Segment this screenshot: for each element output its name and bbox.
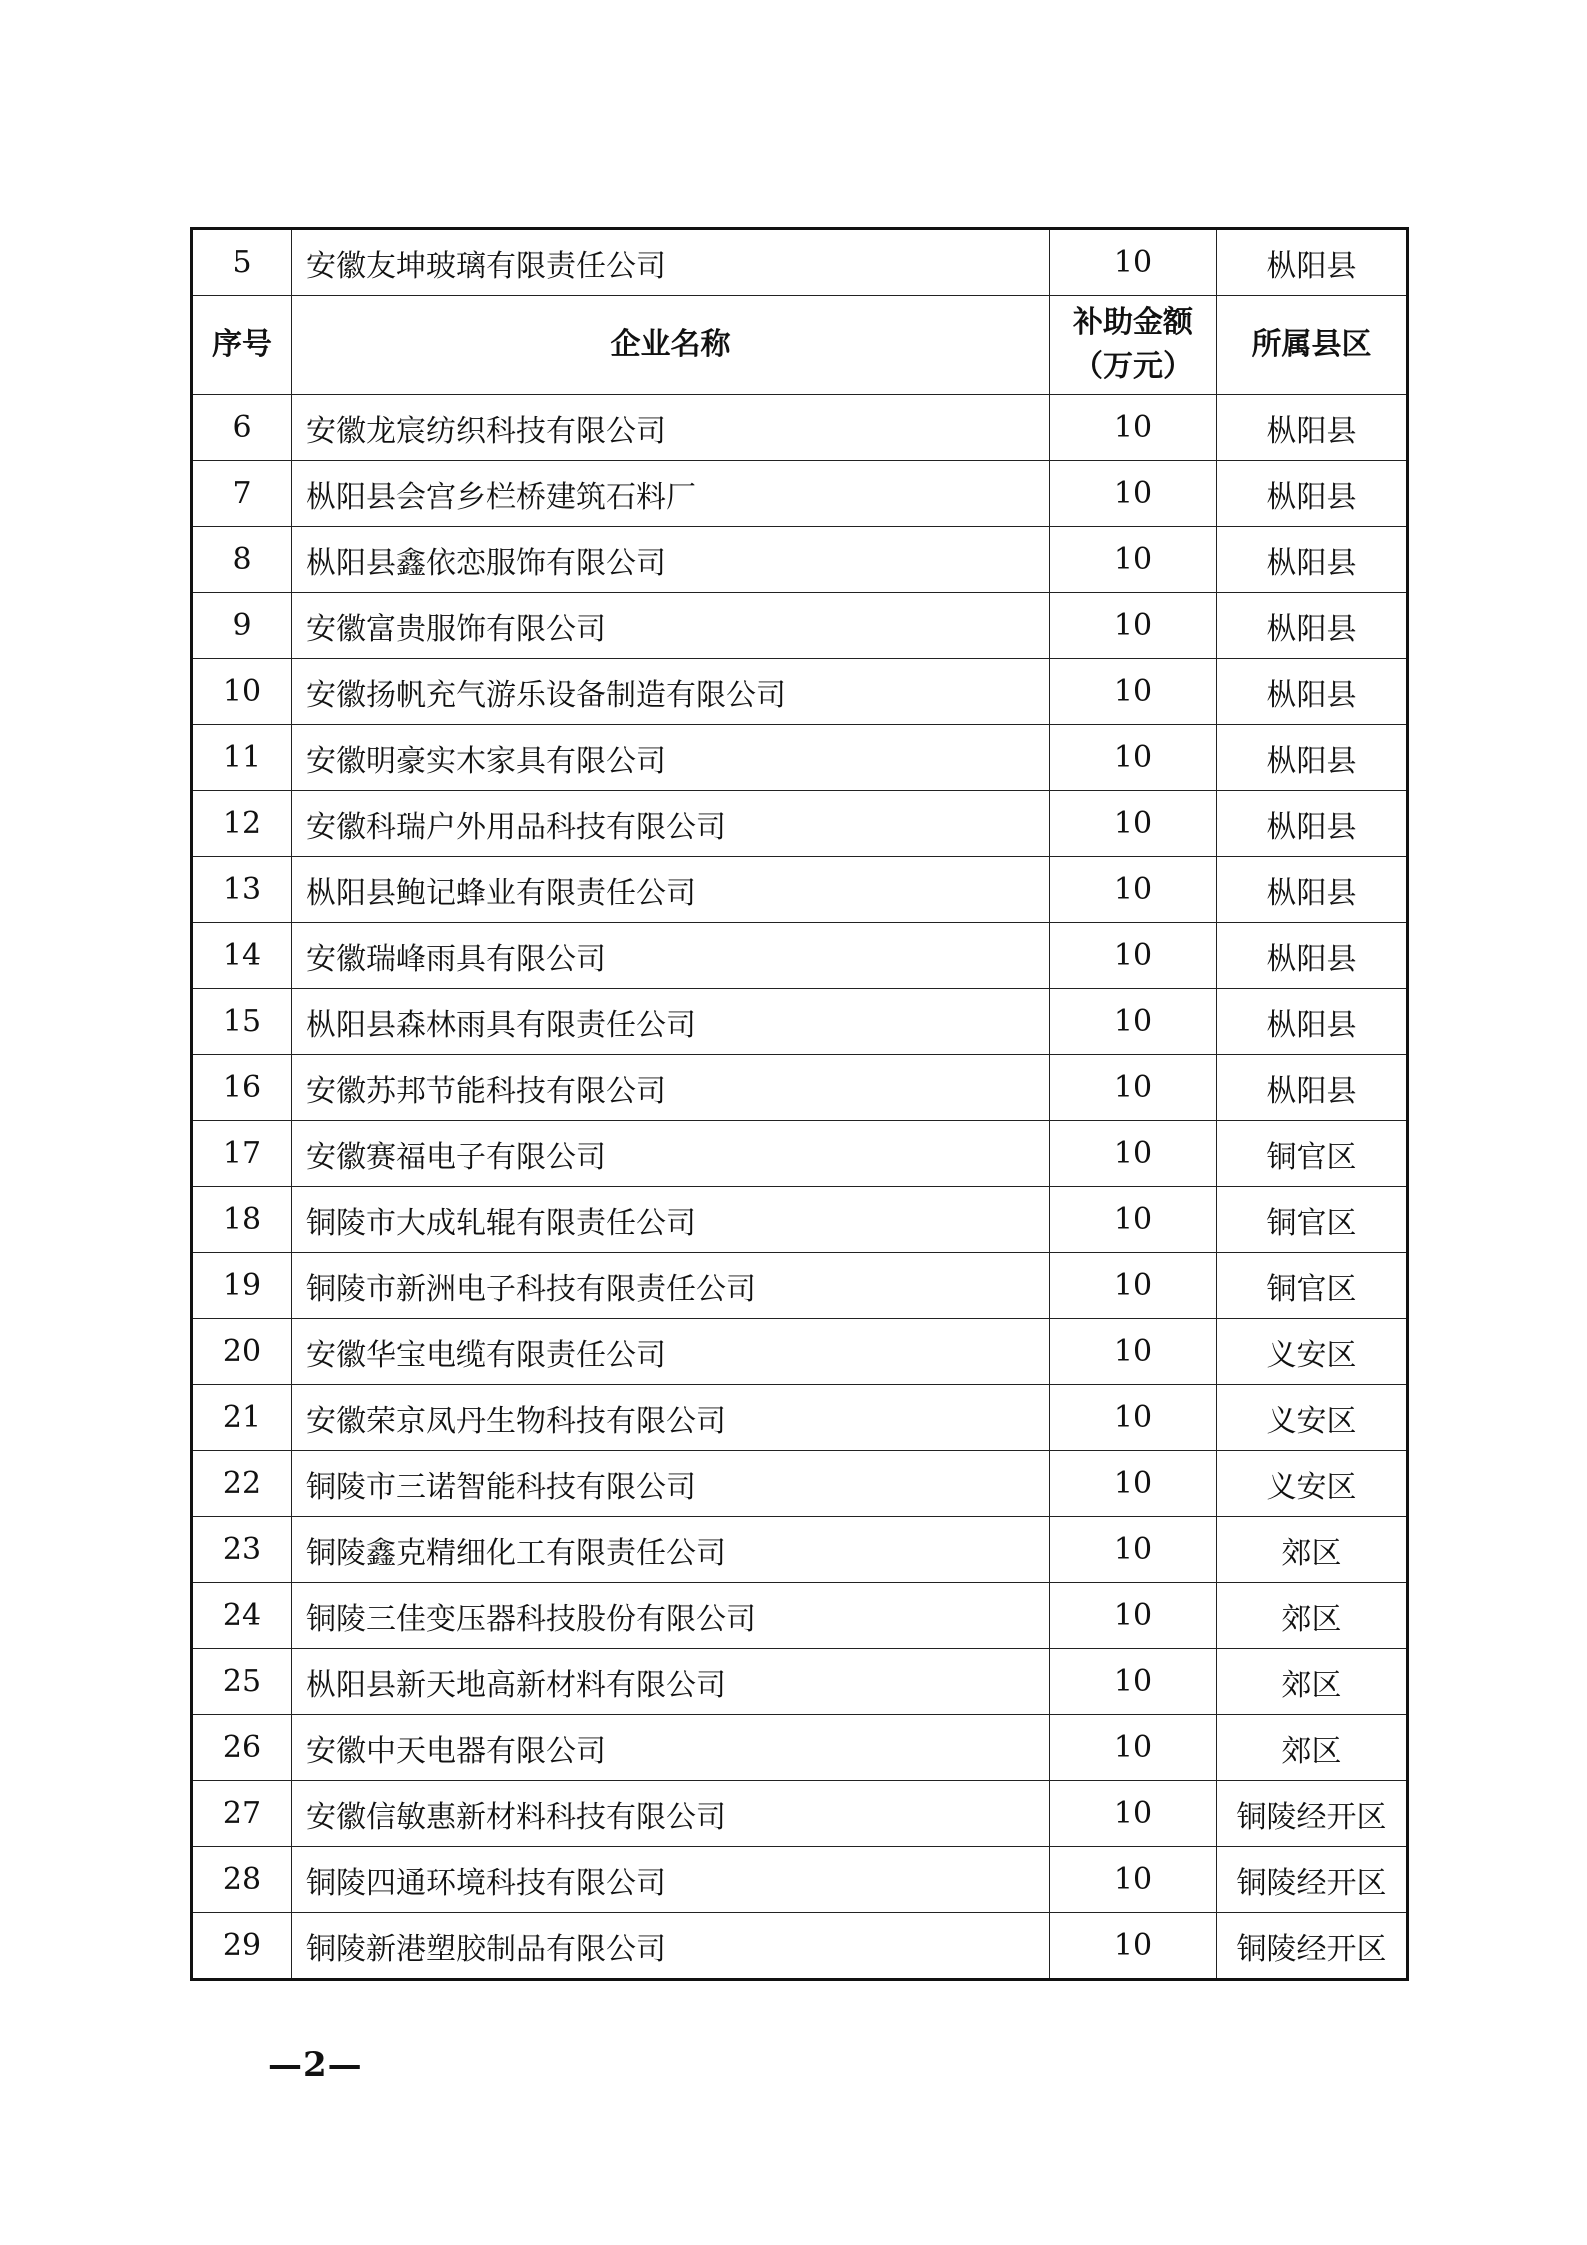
row-company: 安徽明豪实木家具有限公司 [292, 725, 1050, 791]
row-subsidy: 10 [1050, 1055, 1217, 1121]
row-index: 28 [192, 1847, 292, 1913]
table-row [192, 1649, 1408, 1715]
table-row [192, 659, 1408, 725]
table-row [192, 1319, 1408, 1385]
row-district: 铜官区 [1217, 1253, 1408, 1319]
row-district: 枞阳县 [1217, 1055, 1408, 1121]
row-company: 铜陵市大成轧辊有限责任公司 [292, 1187, 1050, 1253]
row-company: 枞阳县会宫乡栏桥建筑石料厂 [292, 461, 1050, 527]
row-company: 枞阳县鑫依恋服饰有限公司 [292, 527, 1050, 593]
row-subsidy: 10 [1050, 1385, 1217, 1451]
header-company: 企业名称 [292, 296, 1050, 395]
row-district: 义安区 [1217, 1319, 1408, 1385]
row-company: 铜陵新港塑胶制品有限公司 [292, 1913, 1050, 1980]
header-subsidy: 补助金额（万元） [1050, 296, 1217, 395]
row-company: 安徽华宝电缆有限责任公司 [292, 1319, 1050, 1385]
table-row [192, 1253, 1408, 1319]
row-company: 安徽龙宸纺织科技有限公司 [292, 395, 1050, 461]
row-company: 安徽荣京凤丹生物科技有限公司 [292, 1385, 1050, 1451]
table-row [192, 1055, 1408, 1121]
row-district: 铜陵经开区 [1217, 1781, 1408, 1847]
row-subsidy: 10 [1050, 659, 1217, 725]
row-index: 14 [192, 923, 292, 989]
row-company: 安徽苏邦节能科技有限公司 [292, 1055, 1050, 1121]
table-row [192, 527, 1408, 593]
subsidy-table [190, 227, 1409, 1981]
row-index: 16 [192, 1055, 292, 1121]
table-row [192, 923, 1408, 989]
row-subsidy: 10 [1050, 1913, 1217, 1980]
row-company: 铜陵三佳变压器科技股份有限公司 [292, 1583, 1050, 1649]
row-index: 5 [192, 229, 292, 296]
row-district: 枞阳县 [1217, 791, 1408, 857]
row-company: 安徽扬帆充气游乐设备制造有限公司 [292, 659, 1050, 725]
header-index: 序号 [192, 296, 292, 395]
table-body [192, 229, 1408, 1980]
row-subsidy: 10 [1050, 1517, 1217, 1583]
row-index: 22 [192, 1451, 292, 1517]
row-subsidy: 10 [1050, 791, 1217, 857]
row-index: 25 [192, 1649, 292, 1715]
row-index: 12 [192, 791, 292, 857]
row-subsidy: 10 [1050, 857, 1217, 923]
row-subsidy: 10 [1050, 1187, 1217, 1253]
row-district: 枞阳县 [1217, 395, 1408, 461]
row-subsidy: 10 [1050, 461, 1217, 527]
row-company: 安徽富贵服饰有限公司 [292, 593, 1050, 659]
table-row [192, 1187, 1408, 1253]
row-district: 郊区 [1217, 1583, 1408, 1649]
row-index: 6 [192, 395, 292, 461]
table-row [192, 857, 1408, 923]
row-subsidy: 10 [1050, 1847, 1217, 1913]
table-row [192, 725, 1408, 791]
row-subsidy: 10 [1050, 593, 1217, 659]
row-subsidy: 10 [1050, 1253, 1217, 1319]
row-index: 9 [192, 593, 292, 659]
row-subsidy: 10 [1050, 725, 1217, 791]
table-row [192, 989, 1408, 1055]
row-company: 铜陵市新洲电子科技有限责任公司 [292, 1253, 1050, 1319]
row-company: 枞阳县森林雨具有限责任公司 [292, 989, 1050, 1055]
row-district: 郊区 [1217, 1715, 1408, 1781]
row-company: 安徽中天电器有限公司 [292, 1715, 1050, 1781]
row-index: 10 [192, 659, 292, 725]
row-district: 枞阳县 [1217, 857, 1408, 923]
row-subsidy: 10 [1050, 1715, 1217, 1781]
row-subsidy: 10 [1050, 989, 1217, 1055]
row-company: 铜陵四通环境科技有限公司 [292, 1847, 1050, 1913]
row-index: 27 [192, 1781, 292, 1847]
row-index: 18 [192, 1187, 292, 1253]
table-row [192, 791, 1408, 857]
row-district: 枞阳县 [1217, 527, 1408, 593]
row-index: 17 [192, 1121, 292, 1187]
row-company: 安徽科瑞户外用品科技有限公司 [292, 791, 1050, 857]
table-row [192, 1517, 1408, 1583]
table-row [192, 1913, 1408, 1980]
row-subsidy: 10 [1050, 1121, 1217, 1187]
row-district: 枞阳县 [1217, 989, 1408, 1055]
table-header-row [192, 296, 1408, 395]
row-subsidy: 10 [1050, 1451, 1217, 1517]
row-district: 郊区 [1217, 1517, 1408, 1583]
table-row [192, 1847, 1408, 1913]
row-district: 郊区 [1217, 1649, 1408, 1715]
row-district: 铜官区 [1217, 1187, 1408, 1253]
row-index: 24 [192, 1583, 292, 1649]
row-company: 安徽赛福电子有限公司 [292, 1121, 1050, 1187]
row-index: 21 [192, 1385, 292, 1451]
row-district: 铜官区 [1217, 1121, 1408, 1187]
table-row [192, 1451, 1408, 1517]
table-row [192, 1715, 1408, 1781]
row-subsidy: 10 [1050, 923, 1217, 989]
row-company: 安徽瑞峰雨具有限公司 [292, 923, 1050, 989]
row-company: 安徽信敏惠新材料科技有限公司 [292, 1781, 1050, 1847]
row-subsidy: 10 [1050, 527, 1217, 593]
row-company: 安徽友坤玻璃有限责任公司 [292, 229, 1050, 296]
row-district: 枞阳县 [1217, 923, 1408, 989]
header-district: 所属县区 [1217, 296, 1408, 395]
table-row [192, 1781, 1408, 1847]
row-index: 26 [192, 1715, 292, 1781]
row-index: 29 [192, 1913, 292, 1980]
row-district: 义安区 [1217, 1385, 1408, 1451]
table-row [192, 1121, 1408, 1187]
row-index: 11 [192, 725, 292, 791]
table-row [192, 229, 1408, 296]
page-number: —2— [268, 2045, 363, 2085]
row-index: 13 [192, 857, 292, 923]
row-district: 枞阳县 [1217, 659, 1408, 725]
row-company: 铜陵市三诺智能科技有限公司 [292, 1451, 1050, 1517]
row-index: 23 [192, 1517, 292, 1583]
row-district: 枞阳县 [1217, 593, 1408, 659]
row-subsidy: 10 [1050, 1781, 1217, 1847]
row-index: 19 [192, 1253, 292, 1319]
row-subsidy: 10 [1050, 395, 1217, 461]
row-subsidy: 10 [1050, 1583, 1217, 1649]
table-row [192, 1583, 1408, 1649]
table-row [192, 593, 1408, 659]
row-company: 铜陵鑫克精细化工有限责任公司 [292, 1517, 1050, 1583]
row-district: 枞阳县 [1217, 229, 1408, 296]
row-district: 铜陵经开区 [1217, 1913, 1408, 1980]
row-district: 枞阳县 [1217, 725, 1408, 791]
row-index: 7 [192, 461, 292, 527]
row-district: 铜陵经开区 [1217, 1847, 1408, 1913]
row-company: 枞阳县新天地高新材料有限公司 [292, 1649, 1050, 1715]
row-index: 8 [192, 527, 292, 593]
row-company: 枞阳县鲍记蜂业有限责任公司 [292, 857, 1050, 923]
row-subsidy: 10 [1050, 1649, 1217, 1715]
row-district: 枞阳县 [1217, 461, 1408, 527]
table-row [192, 1385, 1408, 1451]
row-district: 义安区 [1217, 1451, 1408, 1517]
row-index: 15 [192, 989, 292, 1055]
row-subsidy: 10 [1050, 229, 1217, 296]
table-row [192, 395, 1408, 461]
row-index: 20 [192, 1319, 292, 1385]
table-row [192, 461, 1408, 527]
row-subsidy: 10 [1050, 1319, 1217, 1385]
